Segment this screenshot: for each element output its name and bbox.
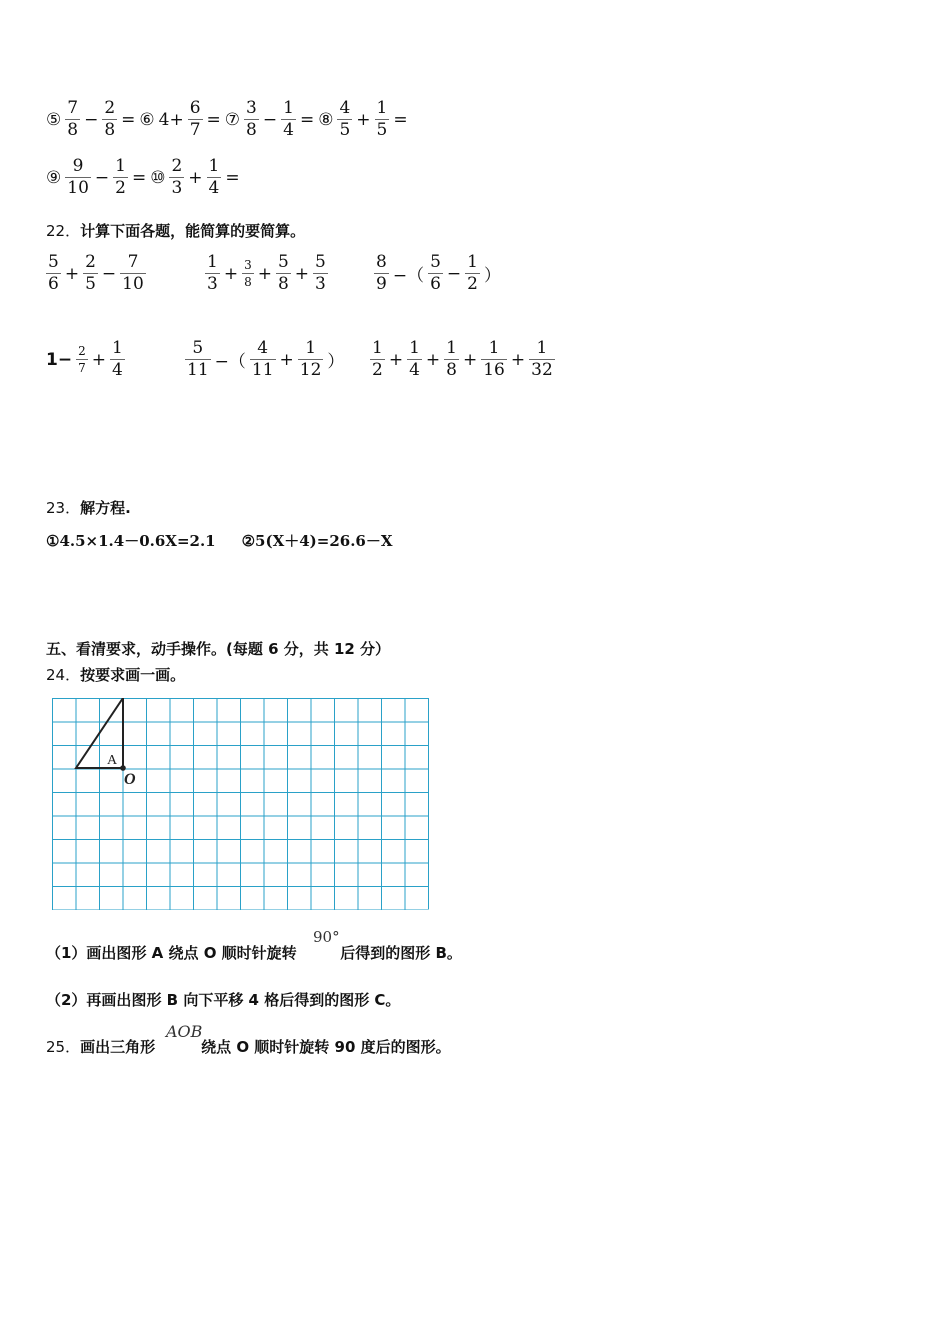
q22-expr-2 <box>203 254 330 293</box>
numerator: 3 <box>246 98 257 118</box>
denominator: 2 <box>115 178 126 198</box>
numerator: 4 <box>339 98 351 118</box>
denominator: 4 <box>409 360 420 380</box>
operator: − <box>101 263 117 284</box>
equals: = <box>131 167 147 188</box>
denominator: 5 <box>339 120 351 140</box>
question-number: 23． <box>46 499 81 517</box>
item-mark: ⑨ <box>46 167 62 188</box>
label-o: O <box>124 771 136 788</box>
q21-item-5 <box>44 100 137 139</box>
close-paren: ） <box>327 352 345 372</box>
q21-row2 <box>44 158 242 197</box>
denominator: 9 <box>376 274 387 294</box>
step-1-text-end: 后得到的图形 B。 <box>340 944 462 962</box>
question-title: 按要求画一画。 <box>80 666 186 684</box>
equals: = <box>299 109 315 130</box>
numerator: 1 <box>208 156 220 176</box>
numerator: 5 <box>315 252 326 272</box>
q25-text-end: 绕点 O 顺时针旋转 90 度后的图形。 <box>201 1038 451 1056</box>
triangle-aob-label: AOB <box>166 1022 203 1041</box>
numerator: 2 <box>85 252 96 272</box>
denominator: 6 <box>430 274 441 294</box>
item-mark: ⑤ <box>46 109 62 130</box>
grid-lines <box>52 698 429 910</box>
numerator: 1 <box>207 252 218 272</box>
denominator: 2 <box>372 360 383 380</box>
numerator: 1 <box>372 338 383 358</box>
equals: = <box>225 167 240 188</box>
q21-item-7 <box>223 100 316 139</box>
denominator: 32 <box>531 360 553 380</box>
denominator: 7 <box>189 120 201 140</box>
operator: − <box>262 109 278 130</box>
equals: = <box>206 109 221 130</box>
lead-term: 1− <box>46 349 73 370</box>
denominator: 8 <box>246 120 257 140</box>
numerator: 5 <box>430 252 441 272</box>
numerator: 1 <box>376 98 388 118</box>
numerator: 1 <box>409 338 420 358</box>
numerator: 8 <box>376 252 387 272</box>
question-number: 22． <box>46 222 81 240</box>
q21-item-9 <box>44 158 148 197</box>
numerator: 1 <box>467 252 478 272</box>
operator: + <box>91 349 106 370</box>
q22-expr-6 <box>368 340 557 379</box>
denominator: 6 <box>48 274 59 294</box>
numerator: 2 <box>104 98 116 118</box>
operator: + <box>188 167 203 188</box>
q23-heading <box>46 497 131 518</box>
close-paren: ） <box>483 266 501 286</box>
numerator: 1 <box>488 338 500 358</box>
equation-2: ②5(X＋4)=26.6－X <box>241 532 393 550</box>
denominator: 8 <box>446 360 457 380</box>
denominator: 4 <box>208 178 220 198</box>
q21-item-10 <box>148 158 241 197</box>
question-title: 计算下面各题，能简算的要简算。 <box>80 222 306 240</box>
numerator: 5 <box>277 252 289 272</box>
operator: − <box>446 263 462 284</box>
rotation-90-degree-label: 90° <box>313 928 340 946</box>
operator: + <box>64 263 80 284</box>
operator: − <box>94 167 110 188</box>
equals: = <box>121 109 136 130</box>
denominator: 12 <box>299 360 322 380</box>
numerator: 1 <box>446 338 457 358</box>
point-o-dot <box>120 765 126 771</box>
numerator: 1 <box>111 338 123 358</box>
denominator: 8 <box>104 120 116 140</box>
operator: + <box>510 349 526 370</box>
numerator: 3 <box>244 258 252 272</box>
numerator: 9 <box>72 156 84 176</box>
question-title: 解方程. <box>80 499 131 517</box>
equation-1: ①4.5×1.4－0.6X=2.1 <box>46 532 216 550</box>
operator: + <box>356 109 371 130</box>
numerator: 1 <box>283 98 294 118</box>
q23-equations <box>46 530 393 551</box>
question-number: 25． <box>46 1038 81 1056</box>
numerator: 6 <box>189 98 201 118</box>
q22-heading <box>46 220 305 241</box>
numerator: 5 <box>48 252 59 272</box>
denominator: 8 <box>277 274 289 294</box>
q24-heading <box>46 664 185 685</box>
step-1-text: （1）画出图形 A 绕点 O 顺时针旋转 <box>46 944 297 962</box>
denominator: 5 <box>376 120 388 140</box>
operator: −（ <box>214 352 246 372</box>
numerator: 5 <box>192 338 204 358</box>
q24-step-1 <box>46 942 462 963</box>
denominator: 7 <box>78 361 86 375</box>
numerator: 7 <box>127 252 139 272</box>
q21-row1 <box>44 100 410 139</box>
section-5-title: 五、看清要求，动手操作。(每题 6 分，共 12 分） <box>46 640 391 658</box>
denominator: 2 <box>467 274 478 294</box>
operator: + <box>279 349 294 370</box>
operator: + <box>294 263 310 284</box>
denominator: 3 <box>315 274 326 294</box>
operator: + <box>425 349 441 370</box>
label-a: A <box>107 753 118 768</box>
numerator: 2 <box>171 156 183 176</box>
item-mark: ⑩ <box>150 167 166 188</box>
numerator: 1 <box>115 156 126 176</box>
item-mark: ⑦ <box>224 109 241 130</box>
operator: + <box>257 263 272 284</box>
operator: −（ <box>392 266 425 286</box>
numerator: 2 <box>78 344 86 358</box>
denominator: 10 <box>122 274 144 294</box>
q25-text-start: 画出三角形 <box>80 1038 156 1056</box>
numerator: 1 <box>536 338 548 358</box>
denominator: 3 <box>207 274 218 294</box>
denominator: 11 <box>187 360 209 380</box>
denominator: 10 <box>67 178 89 198</box>
q22-expr-5 <box>183 340 346 379</box>
denominator: 5 <box>85 274 96 294</box>
denominator: 8 <box>244 275 252 289</box>
operator: − <box>84 109 99 130</box>
q24-grid-figure <box>52 698 430 910</box>
q21-item-6 <box>137 100 222 139</box>
denominator: 4 <box>111 360 123 380</box>
operator: + <box>223 263 239 284</box>
q24-step-2: （2）再画出图形 B 向下平移 4 格后得到的图形 C。 <box>46 991 401 1009</box>
q21-item-8 <box>316 100 409 139</box>
denominator: 16 <box>483 360 505 380</box>
denominator: 4 <box>283 120 294 140</box>
question-number: 24． <box>46 666 81 684</box>
item-mark: ⑧ <box>318 109 334 130</box>
q22-expr-1 <box>44 254 148 293</box>
numerator: 1 <box>305 338 317 358</box>
q25-line <box>46 1036 451 1057</box>
denominator: 3 <box>171 178 183 198</box>
q22-expr-3 <box>372 254 503 293</box>
operator: + <box>388 349 404 370</box>
equals: = <box>393 109 408 130</box>
numerator: 7 <box>67 98 79 118</box>
q22-expr-4 <box>44 340 127 379</box>
operator: + <box>462 349 478 370</box>
numerator: 4 <box>257 338 269 358</box>
lead-term: 4+ <box>158 109 184 130</box>
denominator: 11 <box>251 360 274 380</box>
denominator: 8 <box>67 120 79 140</box>
item-mark: ⑥ <box>139 109 155 130</box>
